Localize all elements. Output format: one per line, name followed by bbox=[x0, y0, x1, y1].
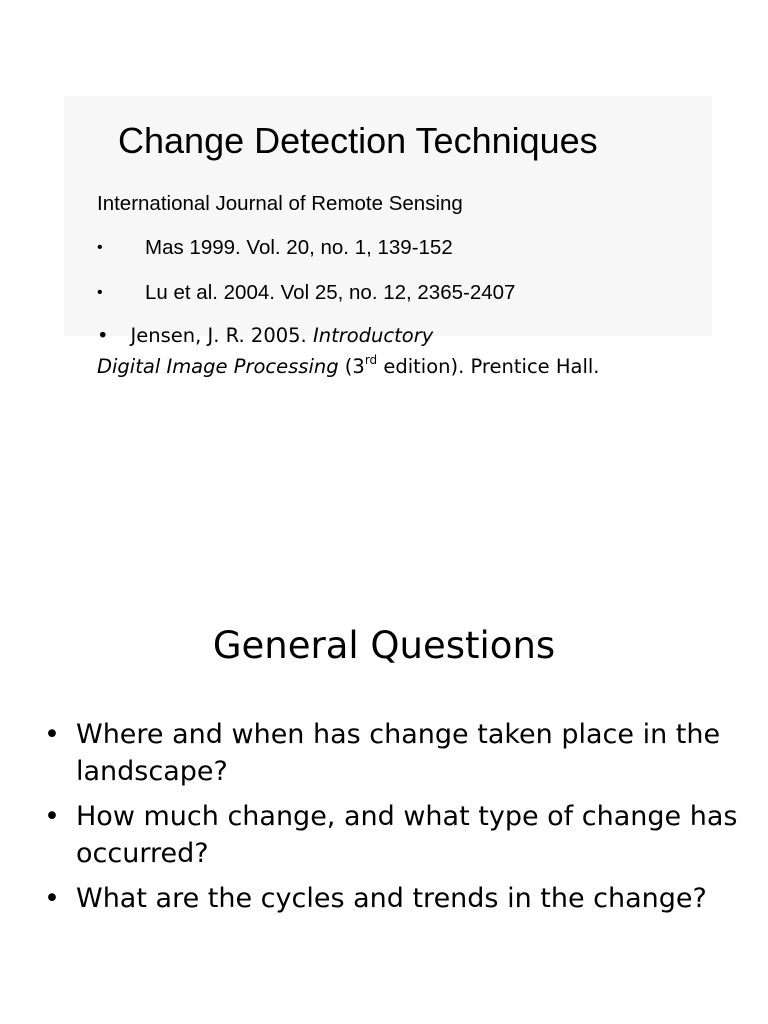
list-item bbox=[44, 880, 744, 917]
reference-text: Mas 1999. Vol. 20, no. 1, 139-152 bbox=[145, 236, 453, 259]
book-reference bbox=[97, 320, 717, 382]
book-title-part-2: Digital Image Processing bbox=[97, 355, 339, 378]
slide-2-title: General Questions bbox=[212, 624, 556, 667]
bullet-marker: • bbox=[97, 239, 103, 256]
book-title-part-1: Introductory bbox=[312, 324, 434, 347]
edition-publisher: edition). Prentice Hall. bbox=[377, 355, 600, 378]
question-text: How much change, and what type of change has occurred? bbox=[76, 801, 738, 869]
journal-name: International Journal of Remote Sensing bbox=[97, 192, 463, 215]
question-text: What are the cycles and trends in the change? bbox=[76, 883, 707, 914]
list-item bbox=[44, 716, 744, 790]
bullet-marker: • bbox=[97, 324, 109, 347]
bullet-marker: • bbox=[97, 284, 103, 301]
reference-text: Lu et al. 2004. Vol 25, no. 12, 2365-2407 bbox=[145, 281, 516, 304]
list-item bbox=[44, 798, 744, 872]
questions-list bbox=[44, 716, 744, 925]
question-text: Where and when has change taken place in the landscape? bbox=[76, 719, 721, 787]
bullet-marker: • bbox=[44, 883, 60, 914]
reference-author: Jensen, J. R. 2005. bbox=[130, 324, 313, 347]
bullet-marker: • bbox=[44, 801, 60, 832]
edition-open: (3 bbox=[338, 355, 365, 378]
slide-1-title: Change Detection Techniques bbox=[118, 120, 598, 161]
bullet-marker: • bbox=[44, 719, 60, 750]
edition-superscript: rd bbox=[364, 353, 378, 367]
